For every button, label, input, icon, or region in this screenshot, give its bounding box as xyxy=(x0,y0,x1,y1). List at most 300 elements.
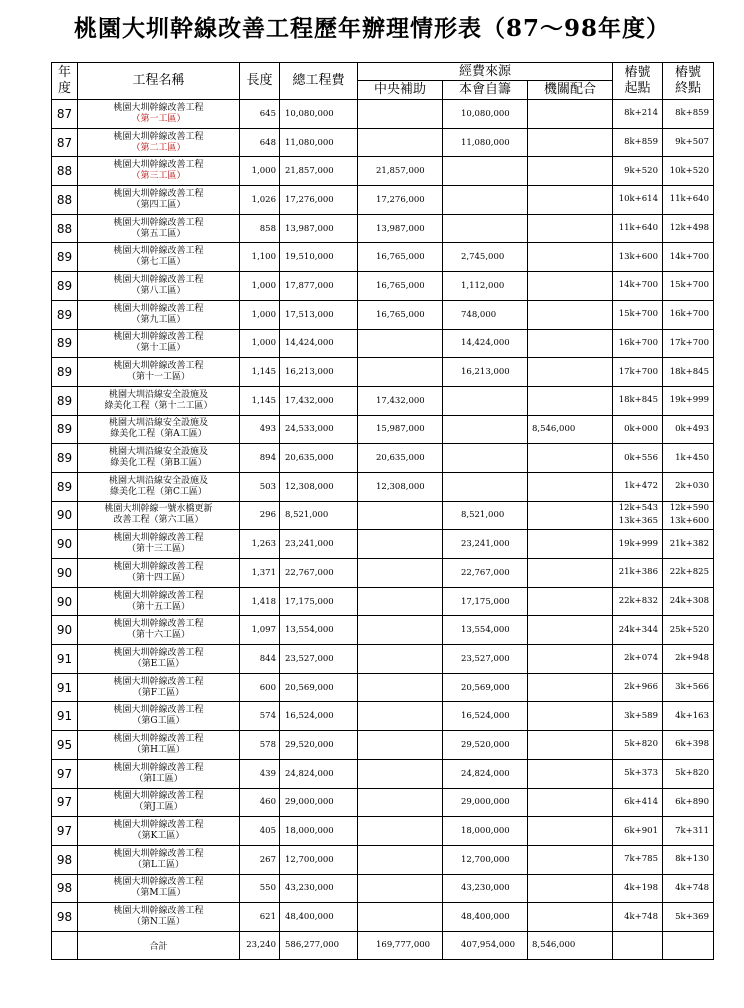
end-station-cell xyxy=(663,272,714,301)
length-cell: 1,371 xyxy=(240,559,280,588)
start-station-cell xyxy=(613,100,663,129)
end-station-cell xyxy=(663,530,714,559)
totals-agency: 8,546,000 xyxy=(528,931,613,959)
header-self: 本會自籌 xyxy=(443,81,528,100)
project-name-line2: （第N工區） xyxy=(132,917,185,928)
length-cell: 844 xyxy=(240,645,280,674)
start-station: 18k+845 xyxy=(618,395,658,406)
central-subsidy-cell: 17,432,000 xyxy=(358,386,443,415)
start-station: 4k+748 xyxy=(624,911,658,922)
table-row xyxy=(52,100,714,129)
project-name-cell xyxy=(78,788,240,817)
end-station-cell xyxy=(663,128,714,157)
project-name-cell xyxy=(78,472,240,501)
table-row xyxy=(52,214,714,243)
central-subsidy-cell: 16,765,000 xyxy=(358,243,443,272)
project-name-line2: （第十三工區） xyxy=(126,544,190,555)
project-name-line2: （第E工區） xyxy=(132,658,185,669)
central-subsidy-cell xyxy=(358,673,443,702)
total-cost-cell: 8,521,000 xyxy=(280,501,358,530)
end-station: 4k+163 xyxy=(675,710,709,721)
project-name-line1: 桃園大圳幹線改善工程 xyxy=(113,188,204,199)
project-name-cell xyxy=(78,214,240,243)
project-name-cell xyxy=(78,501,240,530)
project-name-line1: 桃園大圳幹線改善工程 xyxy=(113,820,204,831)
start-station-cell xyxy=(613,817,663,846)
total-cost-cell: 17,513,000 xyxy=(280,300,358,329)
table-row xyxy=(52,501,714,530)
end-station: 11k+640 xyxy=(669,194,709,205)
total-cost-cell: 20,635,000 xyxy=(280,444,358,473)
length-cell: 1,263 xyxy=(240,530,280,559)
end-station-cell xyxy=(663,214,714,243)
central-subsidy-cell xyxy=(358,128,443,157)
project-name-line2: （第十六工區） xyxy=(126,630,190,641)
totals-row xyxy=(52,931,714,959)
year-cell: 89 xyxy=(52,243,78,272)
table-row xyxy=(52,845,714,874)
project-name-line2: 綠美化工程（第C工區） xyxy=(110,486,207,497)
end-station-cell xyxy=(663,472,714,501)
project-name-cell xyxy=(78,128,240,157)
totals-total: 586,277,000 xyxy=(280,931,358,959)
central-subsidy-cell xyxy=(358,100,443,129)
start-station-cell xyxy=(613,157,663,186)
project-name-line1: 桃園大圳幹線改善工程 xyxy=(113,590,204,601)
year-cell: 91 xyxy=(52,645,78,674)
self-funded-cell: 13,554,000 xyxy=(443,616,528,645)
project-name-cell xyxy=(78,559,240,588)
self-funded-cell: 10,080,000 xyxy=(443,100,528,129)
central-subsidy-cell: 16,765,000 xyxy=(358,272,443,301)
project-name-line1: 桃園大圳沿線安全設施及 xyxy=(108,475,208,486)
total-cost-cell: 17,877,000 xyxy=(280,272,358,301)
end-station-cell xyxy=(663,645,714,674)
project-name-line2: （第四工區） xyxy=(131,199,186,210)
self-funded-cell xyxy=(443,157,528,186)
project-name-line2: （第L工區） xyxy=(133,859,184,870)
table-row xyxy=(52,300,714,329)
agency-match-cell xyxy=(528,673,613,702)
total-cost-cell: 29,000,000 xyxy=(280,788,358,817)
total-cost-cell: 17,432,000 xyxy=(280,386,358,415)
project-name-line2: （第H工區） xyxy=(132,744,185,755)
year-cell: 89 xyxy=(52,329,78,358)
year-cell: 97 xyxy=(52,788,78,817)
end-station-cell xyxy=(663,358,714,387)
totals-central: 169,777,000 xyxy=(358,931,443,959)
project-name-cell xyxy=(78,845,240,874)
self-funded-cell: 2,745,000 xyxy=(443,243,528,272)
total-cost-cell: 13,554,000 xyxy=(280,616,358,645)
end-station-cell xyxy=(663,874,714,903)
central-subsidy-cell xyxy=(358,559,443,588)
end-station: 8k+859 xyxy=(675,108,709,119)
agency-match-cell xyxy=(528,616,613,645)
table-row xyxy=(52,329,714,358)
project-name-cell xyxy=(78,157,240,186)
project-name-cell xyxy=(78,673,240,702)
project-name-line2: （第十工區） xyxy=(131,343,186,354)
agency-match-cell xyxy=(528,788,613,817)
agency-match-cell xyxy=(528,128,613,157)
agency-match-cell xyxy=(528,157,613,186)
start-station-cell xyxy=(613,300,663,329)
end-station-cell xyxy=(663,903,714,932)
page-title: 桃園大圳幹線改善工程歷年辦理情形表（87～98年度） xyxy=(73,15,670,42)
year-cell: 89 xyxy=(52,358,78,387)
project-name-line2: （第八工區） xyxy=(131,285,186,296)
project-table xyxy=(51,62,714,960)
totals-self: 407,954,000 xyxy=(443,931,528,959)
start-station: 7k+785 xyxy=(624,854,658,865)
table-row xyxy=(52,415,714,444)
project-name-line2: 綠美化工程（第十二工區） xyxy=(104,400,213,411)
length-cell: 1,026 xyxy=(240,186,280,215)
start-station-cell xyxy=(613,415,663,444)
table-row xyxy=(52,874,714,903)
end-station: 7k+311 xyxy=(675,825,709,836)
start-station: 8k+859 xyxy=(624,137,658,148)
length-cell: 1,145 xyxy=(240,386,280,415)
start-station-cell xyxy=(613,472,663,501)
self-funded-cell xyxy=(443,472,528,501)
project-name-cell xyxy=(78,329,240,358)
start-station: 14k+700 xyxy=(618,280,658,291)
central-subsidy-cell xyxy=(358,501,443,530)
length-cell: 493 xyxy=(240,415,280,444)
project-name-line1: 桃園大圳幹線改善工程 xyxy=(113,791,204,802)
agency-match-cell xyxy=(528,845,613,874)
self-funded-cell: 11,080,000 xyxy=(443,128,528,157)
end-station-cell xyxy=(663,186,714,215)
start-station: 15k+700 xyxy=(618,309,658,320)
header-central: 中央補助 xyxy=(358,81,443,100)
agency-match-cell xyxy=(528,444,613,473)
project-name-line2: （第K工區） xyxy=(132,831,185,842)
start-station-cell xyxy=(613,501,663,530)
table-body xyxy=(52,100,714,932)
start-station-cell xyxy=(613,788,663,817)
year-cell: 89 xyxy=(52,300,78,329)
central-subsidy-cell xyxy=(358,616,443,645)
totals-length: 23,240 xyxy=(240,931,280,959)
year-cell: 90 xyxy=(52,501,78,530)
end-station: 25k+520 xyxy=(669,624,709,635)
start-station-cell xyxy=(613,731,663,760)
total-cost-cell: 18,000,000 xyxy=(280,817,358,846)
central-subsidy-cell xyxy=(358,645,443,674)
total-cost-cell: 14,424,000 xyxy=(280,329,358,358)
start-station-cell xyxy=(613,214,663,243)
end-station: 2k+030 xyxy=(675,481,709,492)
start-station-cell xyxy=(613,874,663,903)
year-cell: 97 xyxy=(52,759,78,788)
start-station: 22k+832 xyxy=(618,596,658,607)
project-name-line1: 桃園大圳幹線改善工程 xyxy=(113,762,204,773)
self-funded-cell: 24,824,000 xyxy=(443,759,528,788)
table-row xyxy=(52,472,714,501)
self-funded-cell: 43,230,000 xyxy=(443,874,528,903)
end-station: 4k+748 xyxy=(675,882,709,893)
project-name-line1: 桃園大圳沿線安全設施及 xyxy=(108,447,208,458)
length-cell: 1,000 xyxy=(240,329,280,358)
central-subsidy-cell xyxy=(358,759,443,788)
project-name-line1: 桃園大圳幹線改善工程 xyxy=(113,332,204,343)
start-station: 5k+820 xyxy=(624,739,658,750)
self-funded-cell xyxy=(443,186,528,215)
central-subsidy-cell: 20,635,000 xyxy=(358,444,443,473)
start-station-cell xyxy=(613,903,663,932)
project-name-line1: 桃園大圳幹線改善工程 xyxy=(113,102,204,113)
start-station-cell xyxy=(613,128,663,157)
agency-match-cell xyxy=(528,472,613,501)
project-name-line2: （第十四工區） xyxy=(126,572,190,583)
end-station-cell xyxy=(663,444,714,473)
project-name-line2: （第F工區） xyxy=(132,687,185,698)
project-name-cell xyxy=(78,616,240,645)
project-name-line2: 改善工程（第六工區） xyxy=(113,515,204,526)
central-subsidy-cell xyxy=(358,329,443,358)
agency-match-cell xyxy=(528,587,613,616)
start-station: 8k+214 xyxy=(624,108,658,119)
project-name-cell xyxy=(78,759,240,788)
year-cell: 90 xyxy=(52,530,78,559)
start-station-2: 13k+365 xyxy=(618,516,658,527)
length-cell: 645 xyxy=(240,100,280,129)
header-end-line1: 樁號 xyxy=(674,65,701,80)
start-station: 9k+520 xyxy=(624,165,658,176)
length-cell: 858 xyxy=(240,214,280,243)
project-name-cell xyxy=(78,587,240,616)
self-funded-cell: 29,520,000 xyxy=(443,731,528,760)
project-name-line2: （第三工區） xyxy=(131,171,186,182)
end-station-cell xyxy=(663,559,714,588)
project-name-cell xyxy=(78,415,240,444)
end-station: 6k+890 xyxy=(675,796,709,807)
end-station-cell xyxy=(663,759,714,788)
self-funded-cell: 48,400,000 xyxy=(443,903,528,932)
year-cell: 95 xyxy=(52,731,78,760)
start-station: 6k+414 xyxy=(624,796,658,807)
agency-match-cell xyxy=(528,501,613,530)
end-station: 10k+520 xyxy=(669,165,709,176)
table-row xyxy=(52,673,714,702)
start-station-cell xyxy=(613,702,663,731)
table-row xyxy=(52,386,714,415)
end-station-cell xyxy=(663,702,714,731)
end-station-cell xyxy=(663,817,714,846)
totals-label: 合計 xyxy=(78,931,240,959)
end-station: 5k+820 xyxy=(675,768,709,779)
end-station: 21k+382 xyxy=(669,538,709,549)
start-station-cell xyxy=(613,272,663,301)
project-name-line1: 桃園大圳幹線改善工程 xyxy=(113,906,204,917)
start-station: 11k+640 xyxy=(618,223,658,234)
table-row xyxy=(52,731,714,760)
start-station: 2k+966 xyxy=(624,682,658,693)
header-year: 年度 xyxy=(52,63,78,100)
agency-match-cell xyxy=(528,386,613,415)
start-station-cell xyxy=(613,444,663,473)
total-cost-cell: 29,520,000 xyxy=(280,731,358,760)
length-cell: 621 xyxy=(240,903,280,932)
start-station-cell xyxy=(613,616,663,645)
project-name-line1: 桃園大圳幹線改善工程 xyxy=(113,619,204,630)
project-name-line2: （第I工區） xyxy=(134,773,183,784)
agency-match-cell xyxy=(528,759,613,788)
agency-match-cell xyxy=(528,817,613,846)
project-name-line2: （第七工區） xyxy=(131,257,186,268)
table-row xyxy=(52,702,714,731)
central-subsidy-cell: 21,857,000 xyxy=(358,157,443,186)
start-station: 13k+600 xyxy=(618,251,658,262)
table-row xyxy=(52,157,714,186)
year-cell: 89 xyxy=(52,386,78,415)
year-cell: 89 xyxy=(52,272,78,301)
year-cell: 87 xyxy=(52,128,78,157)
agency-match-cell xyxy=(528,645,613,674)
project-name-line2: （第五工區） xyxy=(131,228,186,239)
total-cost-cell: 20,569,000 xyxy=(280,673,358,702)
project-name-line2: （第十一工區） xyxy=(126,372,190,383)
header-end-line2: 終點 xyxy=(674,81,701,96)
start-station: 10k+614 xyxy=(618,194,658,205)
table-row xyxy=(52,616,714,645)
year-cell: 91 xyxy=(52,702,78,731)
end-station: 15k+700 xyxy=(669,280,709,291)
end-station: 17k+700 xyxy=(669,337,709,348)
self-funded-cell: 1,112,000 xyxy=(443,272,528,301)
agency-match-cell xyxy=(528,358,613,387)
central-subsidy-cell: 13,987,000 xyxy=(358,214,443,243)
agency-match-cell xyxy=(528,702,613,731)
length-cell: 1,418 xyxy=(240,587,280,616)
central-subsidy-cell xyxy=(358,845,443,874)
project-name-line1: 桃園大圳幹線改善工程 xyxy=(113,877,204,888)
total-cost-cell: 12,308,000 xyxy=(280,472,358,501)
project-name-line1: 桃園大圳幹線改善工程 xyxy=(113,303,204,314)
table-row xyxy=(52,128,714,157)
project-name-cell xyxy=(78,645,240,674)
total-cost-cell: 17,276,000 xyxy=(280,186,358,215)
project-name-line1: 桃園大圳幹線改善工程 xyxy=(113,361,204,372)
length-cell: 267 xyxy=(240,845,280,874)
year-cell: 90 xyxy=(52,559,78,588)
self-funded-cell xyxy=(443,214,528,243)
agency-match-cell xyxy=(528,243,613,272)
end-station: 12k+498 xyxy=(669,223,709,234)
start-station-cell xyxy=(613,329,663,358)
project-name-line1: 桃園大圳幹線一號水橋更新 xyxy=(104,504,213,515)
totals-start-cell xyxy=(613,931,663,959)
length-cell: 574 xyxy=(240,702,280,731)
agency-match-cell xyxy=(528,874,613,903)
total-cost-cell: 48,400,000 xyxy=(280,903,358,932)
project-name-cell xyxy=(78,272,240,301)
central-subsidy-cell xyxy=(358,702,443,731)
year-cell: 90 xyxy=(52,616,78,645)
agency-match-cell xyxy=(528,731,613,760)
self-funded-cell: 22,767,000 xyxy=(443,559,528,588)
totals-year-cell xyxy=(52,931,78,959)
table-row xyxy=(52,587,714,616)
agency-match-cell xyxy=(528,300,613,329)
total-cost-cell: 19,510,000 xyxy=(280,243,358,272)
agency-match-cell: 8,546,000 xyxy=(528,415,613,444)
project-name-line1: 桃園大圳幹線改善工程 xyxy=(113,561,204,572)
end-station: 2k+948 xyxy=(675,653,709,664)
end-station-cell xyxy=(663,100,714,129)
project-name-line1: 桃園大圳幹線改善工程 xyxy=(113,733,204,744)
table-row xyxy=(52,186,714,215)
total-cost-cell: 11,080,000 xyxy=(280,128,358,157)
project-name-cell xyxy=(78,874,240,903)
self-funded-cell: 14,424,000 xyxy=(443,329,528,358)
central-subsidy-cell: 15,987,000 xyxy=(358,415,443,444)
project-name-line2: （第G工區） xyxy=(132,716,185,727)
start-station: 21k+386 xyxy=(618,567,658,578)
table-row xyxy=(52,530,714,559)
start-station: 1k+472 xyxy=(624,481,658,492)
total-cost-cell: 17,175,000 xyxy=(280,587,358,616)
self-funded-cell: 18,000,000 xyxy=(443,817,528,846)
central-subsidy-cell xyxy=(358,788,443,817)
length-cell: 648 xyxy=(240,128,280,157)
agency-match-cell xyxy=(528,100,613,129)
table-row xyxy=(52,444,714,473)
agency-match-cell xyxy=(528,214,613,243)
project-name-cell xyxy=(78,702,240,731)
agency-match-cell xyxy=(528,530,613,559)
central-subsidy-cell: 12,308,000 xyxy=(358,472,443,501)
length-cell: 296 xyxy=(240,501,280,530)
end-station: 1k+450 xyxy=(675,452,709,463)
total-cost-cell: 16,213,000 xyxy=(280,358,358,387)
start-station: 17k+700 xyxy=(618,366,658,377)
self-funded-cell: 23,241,000 xyxy=(443,530,528,559)
agency-match-cell xyxy=(528,186,613,215)
self-funded-cell: 16,524,000 xyxy=(443,702,528,731)
end-station-cell xyxy=(663,329,714,358)
project-name-line2: 綠美化工程（第B工區） xyxy=(110,458,207,469)
self-funded-cell: 12,700,000 xyxy=(443,845,528,874)
end-station: 6k+398 xyxy=(675,739,709,750)
project-name-line1: 桃園大圳幹線改善工程 xyxy=(113,848,204,859)
project-name-line2: 綠美化工程（第A工區） xyxy=(110,429,207,440)
central-subsidy-cell xyxy=(358,358,443,387)
year-cell: 91 xyxy=(52,673,78,702)
year-cell: 87 xyxy=(52,100,78,129)
end-station: 14k+700 xyxy=(669,251,709,262)
end-station: 19k+999 xyxy=(669,395,709,406)
project-name-cell xyxy=(78,731,240,760)
total-cost-cell: 23,241,000 xyxy=(280,530,358,559)
project-name-cell xyxy=(78,444,240,473)
year-cell: 88 xyxy=(52,157,78,186)
total-cost-cell: 21,857,000 xyxy=(280,157,358,186)
table-row xyxy=(52,645,714,674)
length-cell: 1,097 xyxy=(240,616,280,645)
agency-match-cell xyxy=(528,559,613,588)
header-start-line1: 樁號 xyxy=(624,65,651,80)
table-row xyxy=(52,903,714,932)
length-cell: 1,000 xyxy=(240,300,280,329)
start-station-cell xyxy=(613,530,663,559)
table-row xyxy=(52,272,714,301)
length-cell: 1,100 xyxy=(240,243,280,272)
year-cell: 89 xyxy=(52,472,78,501)
